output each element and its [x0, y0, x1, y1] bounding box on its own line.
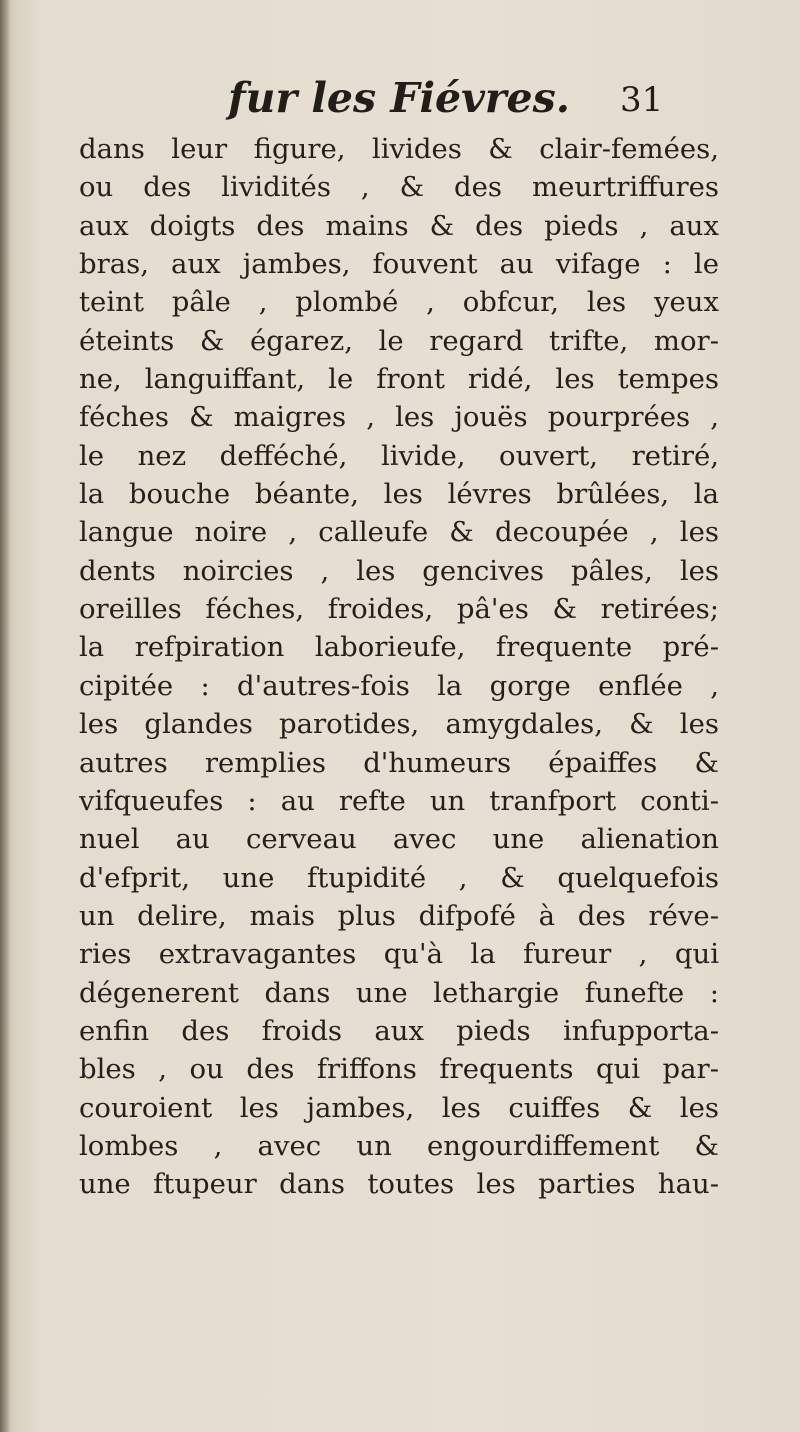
- text-line: éteints & égarez, le regard trifte, mor-: [79, 324, 719, 357]
- page-number: 31: [620, 80, 664, 120]
- text-line: féches & maigres , les jouës pourprées ,: [79, 401, 719, 434]
- text-line: bras, aux jambes, fouvent au vifage : le: [79, 248, 719, 281]
- text-line: la refpiration laborieufe, frequente pré-: [79, 631, 719, 664]
- text-line: le nez defféché, livide, ouvert, retiré,: [79, 439, 719, 472]
- text-line: dégenerent dans une lethargie funefte :: [79, 976, 719, 1009]
- text-line: autres remplies d'humeurs épaiffes &: [79, 746, 719, 779]
- text-line: ne, languiffant, le front ridé, les tempes: [79, 363, 719, 396]
- text-line: d'efprit, une ftupidité , & quelquefois: [79, 861, 719, 894]
- text-line: couroient les jambes, les cuiffes & les: [79, 1091, 719, 1124]
- text-line: nuel au cerveau avec une alienation: [79, 823, 719, 856]
- spine-shadow: [0, 0, 10, 1432]
- body-text: [79, 130, 719, 1204]
- text-line: dents noircies , les gencives pâles, les: [79, 554, 719, 587]
- text-line: ries extravagantes qu'à la fureur , qui: [79, 938, 719, 971]
- text-line: un delire, mais plus difpofé à des réve-: [79, 899, 719, 932]
- text-line: teint pâle , plombé , obfcur, les yeux: [79, 286, 719, 319]
- text-line: oreilles féches, froides, pâ'es & retirées;: [79, 593, 719, 626]
- text-line: les glandes parotides, amygdales, & les: [79, 708, 719, 741]
- text-line: dans leur figure, livides & clair-femées,: [79, 133, 719, 165]
- running-title: fur les Fiévres.: [228, 74, 570, 122]
- page-header: [0, 74, 800, 130]
- text-line: ou des lividités , & des meurtriffures: [79, 171, 719, 204]
- text-line: lombes , avec un engourdiffement &: [79, 1129, 719, 1162]
- text-line: vifqueufes : au refte un tranfport conti-: [79, 784, 719, 817]
- text-line: aux doigts des mains & des pieds , aux: [79, 209, 719, 242]
- text-line: la bouche béante, les lévres brûlées, la: [79, 478, 719, 511]
- text-line: bles , ou des friffons frequents qui par-: [79, 1053, 719, 1086]
- text-line: une ftupeur dans toutes les parties hau-: [79, 1168, 719, 1201]
- text-line: cipitée : d'autres-fois la gorge enflée ,: [79, 669, 719, 702]
- text-line: enfin des froids aux pieds infupporta-: [79, 1014, 719, 1047]
- text-line: langue noire , calleufe & decoupée , les: [79, 516, 719, 549]
